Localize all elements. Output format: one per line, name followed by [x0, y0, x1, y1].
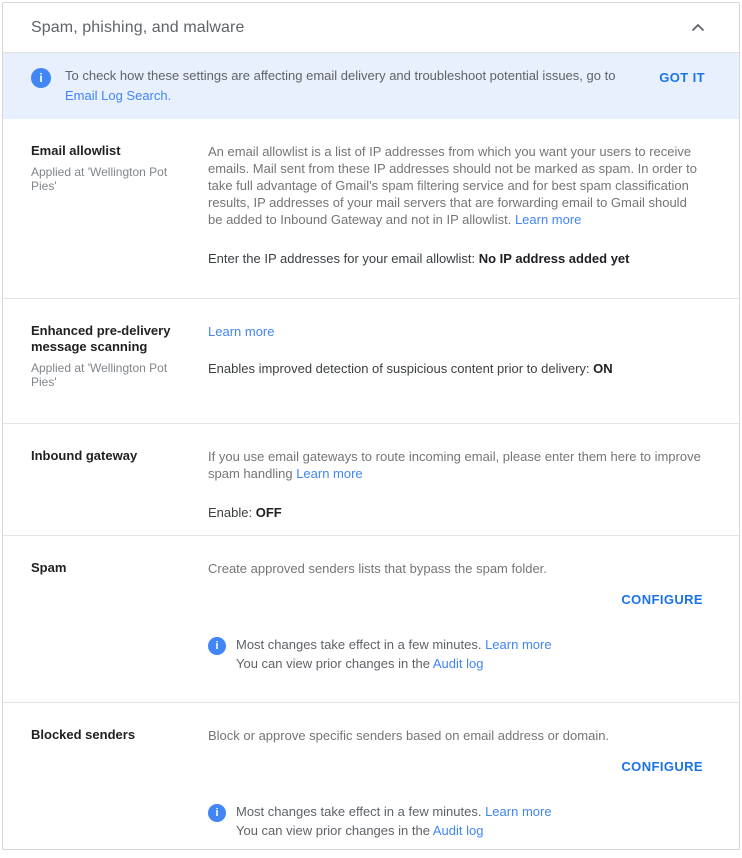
section-email-allowlist: [3, 119, 739, 299]
info-icon: i: [208, 804, 226, 822]
audit-log-link[interactable]: Audit log: [432, 823, 484, 838]
configure-row: [208, 758, 703, 776]
spam-settings-panel: [2, 2, 740, 850]
section-title: Blocked senders: [31, 727, 136, 742]
section-content-column: [208, 727, 703, 850]
section-label-column: [31, 448, 199, 535]
changes-note: [208, 635, 703, 673]
configure-button-spam[interactable]: CONFIGURE: [621, 592, 703, 607]
note-line1: Most changes take effect in a few minutes.: [236, 637, 482, 652]
learn-more-link[interactable]: Learn more: [485, 637, 552, 652]
description-text: Create approved senders lists that bypass the spam folder.: [208, 561, 547, 576]
description-text: If you use email gateways to route incoming email, please enter them here to improve spam handling: [208, 449, 701, 481]
section-content-column: [208, 323, 703, 423]
info-banner: [3, 53, 739, 119]
info-icon: i: [208, 637, 226, 655]
banner-text: To check how these settings are affecting email delivery and troubleshoot potential issues, go to: [65, 68, 616, 83]
section-content-column: [208, 560, 703, 702]
description-text: An email allowlist is a list of IP addresses from which you want your users to receive emails. Mail sent from these IP addresses should not be marked as spam. In order to take full advantage of Gmail's spam filtering service and for best spam classification results, IP addresses of your mail servers that are forwarding email to Gmail should be added to Inbound Gateway and not in IP allowlist.: [208, 144, 697, 227]
section-title: Inbound gateway: [31, 448, 138, 463]
status-line: [208, 360, 703, 377]
section-label-column: [31, 143, 199, 298]
section-title: Enhanced pre-delivery message scanning: [31, 323, 171, 354]
collapse-section-button[interactable]: [687, 19, 709, 36]
note-line2: You can view prior changes in the: [236, 656, 430, 671]
status-line: [208, 250, 703, 267]
note-line2: You can view prior changes in the: [236, 823, 430, 838]
configure-row: [208, 591, 703, 609]
section-description: [208, 323, 703, 340]
learn-more-link[interactable]: Learn more: [485, 804, 552, 819]
panel-header: [3, 3, 739, 53]
changes-note: [208, 802, 703, 840]
got-it-button[interactable]: GOT IT: [659, 70, 705, 85]
audit-log-link[interactable]: Audit log: [432, 656, 484, 671]
status-line: [208, 504, 703, 521]
section-title: Spam: [31, 560, 67, 575]
section-label-column: [31, 560, 199, 702]
learn-more-link[interactable]: Learn more: [296, 466, 363, 481]
section-enhanced-scanning: [3, 299, 739, 424]
section-description: [208, 143, 703, 228]
note-text: [236, 635, 552, 673]
applied-at-label: Applied at 'Wellington Pot Pies': [31, 165, 168, 193]
status-value: No IP address added yet: [478, 251, 630, 266]
info-icon: i: [31, 68, 51, 88]
status-label: Enable:: [208, 505, 253, 520]
section-label-column: [31, 727, 199, 850]
section-content-column: [208, 143, 703, 298]
learn-more-link[interactable]: Learn more: [514, 212, 582, 227]
section-description: [208, 448, 703, 482]
section-label-column: [31, 323, 199, 423]
status-label: Enter the IP addresses for your email allowlist:: [208, 251, 476, 266]
page-title: Spam, phishing, and malware: [31, 18, 245, 36]
learn-more-link[interactable]: Learn more: [208, 324, 275, 339]
section-content-column: [208, 448, 703, 535]
status-value: OFF: [255, 505, 282, 520]
banner-message: [65, 66, 641, 106]
description-text: Block or approve specific senders based on email address or domain.: [208, 728, 610, 743]
status-label: Enables improved detection of suspicious content prior to delivery:: [208, 361, 590, 376]
configure-button-blocked-senders[interactable]: CONFIGURE: [621, 759, 703, 774]
section-blocked-senders: [3, 703, 739, 850]
chevron-up-icon: [691, 23, 705, 32]
section-inbound-gateway: [3, 424, 739, 536]
applied-at-label: Applied at 'Wellington Pot Pies': [31, 361, 168, 389]
note-text: [236, 802, 552, 840]
section-description: [208, 560, 703, 577]
note-line1: Most changes take effect in a few minutes.: [236, 804, 482, 819]
section-title: Email allowlist: [31, 143, 121, 158]
section-description: [208, 727, 703, 744]
status-value: ON: [593, 361, 613, 376]
section-spam: [3, 536, 739, 703]
email-log-search-link[interactable]: Email Log Search.: [65, 88, 172, 103]
